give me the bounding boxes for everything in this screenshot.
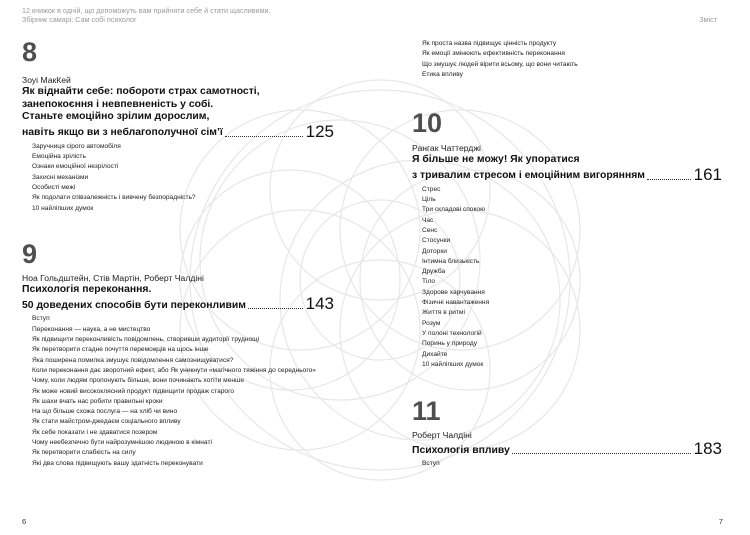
- chapter-author: Роберт Чалдіні: [412, 430, 472, 441]
- subsection-item[interactable]: Час: [422, 216, 434, 224]
- subsection-item[interactable]: Чому, коли людям пропонують більше, вони починають хотіти менше: [32, 377, 244, 385]
- subsection-item[interactable]: Як шахи вчать нас робити правильні кроки: [32, 397, 163, 405]
- header-section: Зміст: [699, 15, 717, 24]
- subsection-item[interactable]: Здорове харчування: [422, 288, 485, 296]
- subsection-item[interactable]: Які два слова підвищують вашу здатність переконувати: [32, 459, 203, 467]
- subsection-list: [32, 314, 334, 468]
- title-line: Як віднайти себе: побороти страх самотності,: [22, 86, 260, 97]
- chapter-number: 11: [412, 396, 441, 427]
- subsection-item[interactable]: На що більше схожа послуга — на хліб чи вино: [32, 408, 178, 416]
- chapter-title[interactable]: [412, 154, 722, 183]
- chapter-number: 8: [22, 37, 38, 67]
- title-line: навіть якщо ви з неблагополучної сім’ї: [22, 127, 223, 139]
- subsection-item[interactable]: Як подолати співзалежність і вивчену безпорадність?: [32, 194, 196, 202]
- chapter-8: [22, 38, 334, 214]
- subsection-item[interactable]: Сенс: [422, 226, 438, 234]
- subsection-item[interactable]: Інтимна близькість: [422, 257, 480, 265]
- title-line: Психологія переконання.: [22, 283, 152, 295]
- chapter-author: Рангак Чаттерджі: [412, 143, 481, 154]
- running-header: [22, 6, 271, 24]
- title-line: з тривалим стресом і емоційним вигорянням: [412, 170, 645, 182]
- subsection-list: [422, 185, 722, 370]
- subsection-item[interactable]: Життя в ритмі: [422, 309, 465, 317]
- subsection-item[interactable]: Заручниця сірого автомобіля: [32, 142, 121, 150]
- subsection-item[interactable]: Як може новий висококлясний продукт підвищити продаж старого: [32, 387, 235, 395]
- subsection-item[interactable]: Емоційна зрілість: [32, 153, 86, 161]
- dot-leader: [225, 136, 303, 137]
- header-book-title: Збірник самарі: Сам собі психолог: [22, 15, 137, 24]
- chapter-author: Ноа Гольдштейн, Стів Мартін, Роберт Чалдіні: [22, 272, 204, 283]
- subsection-item[interactable]: Дружба: [422, 268, 446, 276]
- subsection-item[interactable]: Фізичні навантаження: [422, 299, 490, 307]
- chapter-number: 10: [412, 108, 443, 139]
- page-number-right: 7: [718, 517, 723, 526]
- chapter-author: Зоуі МакКей: [22, 75, 71, 85]
- page-number: 143: [305, 294, 334, 314]
- subsection-item[interactable]: Вступ: [32, 315, 50, 323]
- subsection-list-continued: [422, 39, 722, 80]
- chapter-11: [412, 397, 722, 469]
- subsection-item[interactable]: Як підвищити переконливість повідомлень, створивши аудиторії труднощі: [32, 336, 260, 344]
- subsection-item[interactable]: Як перетворити слабкість на силу: [32, 449, 136, 457]
- subsection-item[interactable]: Як перетворити стадне почуття перемоҗців на щось інше: [32, 346, 209, 354]
- subsection-item[interactable]: Ціль: [422, 196, 436, 204]
- subsection-item[interactable]: Ознаки емоційної незрілості: [32, 163, 119, 171]
- subsection-item[interactable]: Стрес: [422, 185, 441, 193]
- chapter-title[interactable]: [412, 441, 722, 457]
- title-line: Я більше не можу! Як упоратися: [412, 154, 580, 166]
- dot-leader: [512, 453, 691, 454]
- chapter-number: 9: [22, 238, 38, 269]
- subsection-item[interactable]: Розум: [422, 319, 441, 327]
- subsection-item[interactable]: Як себе показати і не здаватися позером: [32, 428, 158, 436]
- dot-leader: [248, 308, 303, 309]
- title-line: Станьте емоційно зрілим дорослим,: [22, 111, 210, 123]
- subsection-item[interactable]: Доторки: [422, 247, 447, 255]
- subsection-item[interactable]: Поринь у природу: [422, 340, 478, 348]
- subsection-item[interactable]: У полоні технологій: [422, 329, 482, 337]
- subsection-item[interactable]: 10 найліпших думок: [422, 360, 484, 368]
- subsection-list: [32, 142, 334, 214]
- subsection-item[interactable]: 10 найліпших думок: [32, 204, 94, 212]
- right-page: [412, 38, 722, 469]
- subsection-item[interactable]: Особисті межі: [32, 183, 76, 191]
- page-number-left: 6: [22, 517, 27, 526]
- subsection-item[interactable]: Як стати майстром-джедаєм соціального впливу: [32, 418, 181, 426]
- left-page: [22, 38, 334, 469]
- subsection-item[interactable]: Як проста назва підвищує цінність продукту: [422, 40, 557, 47]
- subsection-list: [422, 459, 722, 469]
- subsection-item[interactable]: Як емоції змінюють ефективність переконання: [422, 50, 565, 58]
- title-line: 50 доведених способів бути переконливим: [22, 299, 246, 311]
- subsection-item[interactable]: Три складові спокою: [422, 206, 486, 214]
- page-number: 161: [693, 164, 722, 184]
- subsection-item[interactable]: Переконання — наука, а не мистецтво: [32, 325, 151, 333]
- dot-leader: [647, 179, 691, 180]
- page-number: 125: [305, 121, 334, 141]
- header-subtitle: 12 книжок в одній, що допоможуть вам прийняти себе й стати щасливими.: [22, 6, 271, 15]
- chapter-10: [412, 109, 722, 370]
- subsection-item[interactable]: Дихайте: [422, 350, 448, 358]
- title-line: занепокоєння і невпевненість у собі.: [22, 98, 214, 110]
- subsection-item[interactable]: Етика впливу: [422, 70, 463, 78]
- subsection-item[interactable]: Яка поширена помилка змушує повідомлення самознищуватися?: [32, 356, 234, 364]
- chapter-title[interactable]: [22, 86, 334, 140]
- subsection-item[interactable]: Стосунки: [422, 237, 451, 245]
- subsection-item[interactable]: Тіло: [422, 278, 436, 286]
- subsection-item[interactable]: Захисні механізми: [32, 173, 89, 181]
- subsection-item[interactable]: Чому неебезпечно бути найрозумнішою людиною в кімнаті: [32, 439, 212, 447]
- subsection-item[interactable]: Що змушує людей вірити всьому, що вони читають: [422, 60, 578, 68]
- title-line: Психологія впливу: [412, 444, 510, 456]
- subsection-item[interactable]: Коли переконання дає зворотний ефект, або Як уникнути «магічного тяжіння до середнього»: [32, 366, 316, 374]
- chapter-title[interactable]: [22, 284, 334, 313]
- chapter-9: [22, 240, 334, 469]
- page-number: 183: [693, 439, 722, 459]
- subsection-item[interactable]: Вступ: [422, 460, 440, 468]
